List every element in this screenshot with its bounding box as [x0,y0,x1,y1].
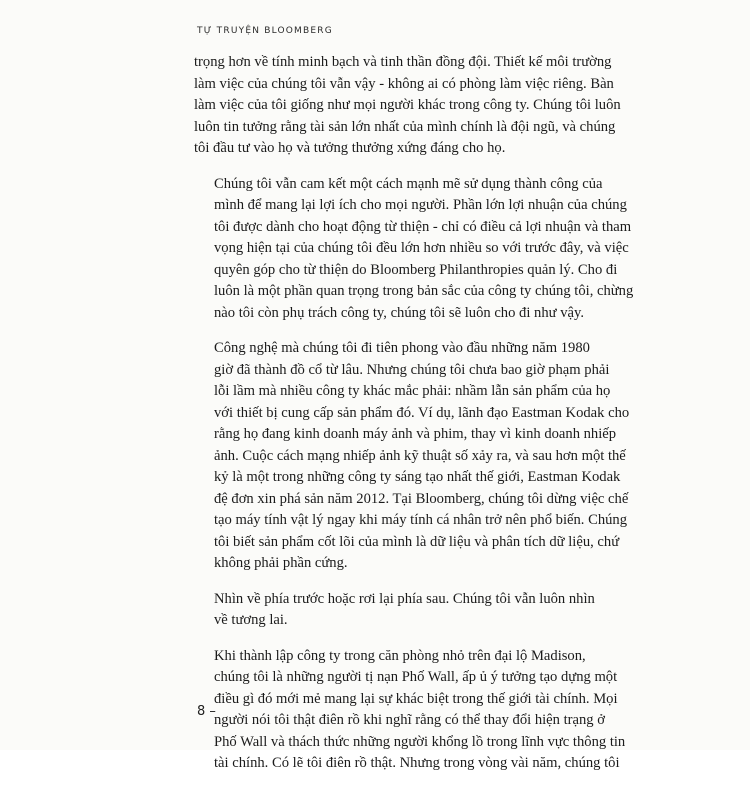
page-number: 8 – [197,704,216,719]
text-line: trọng hơn về tính minh bạch và tinh thần đồng đội. Thiết kế môi trường [194,54,612,70]
paragraph [194,589,595,632]
text-line: kỷ là một trong những công ty sáng tạo nhất thế giới, Eastman Kodak [214,469,621,485]
text-line: Công nghệ mà chúng tôi đi tiên phong vào đầu những năm 1980 [214,340,590,356]
text-line: rằng họ đang kinh doanh máy ảnh và phim, thay vì kinh doanh nhiếp [214,426,617,442]
text-line: tôi biết sản phẩm cốt lõi của mình là dữ liệu và phân tích dữ liệu, chứ [214,533,620,550]
text-line: đệ đơn xin phá sản năm 2012. Tại Bloomberg, chúng tôi dừng việc chế [214,490,629,507]
text-line: Khi thành lập công ty trong căn phòng nhỏ trên đại lộ Madison, [214,647,586,664]
text-line: lỗi lầm mà nhiều công ty khác mắc phải: nhầm lẫn sản phẩm của họ [214,383,611,399]
text-line: về tương lai. [214,612,288,628]
text-line: vọng hiện tại của chúng tôi đều lớn hơn nhiều so với trước đây, và việc [214,240,629,256]
paragraph [194,338,630,575]
text-line: không phải phần cứng. [214,555,348,571]
running-header: TỰ TRUYỆN BLOOMBERG [197,26,333,36]
text-line: chúng tôi là những người tị nạn Phố Wall, ấp ủ ý tưởng tạo dựng một [214,669,618,685]
text-line: mình để mang lại lợi ích cho mọi người. Phần lớn lợi nhuận của chúng [214,197,627,213]
text-line: làm việc của tôi giống như mọi người khác trong công ty. Chúng tôi luôn [194,97,621,113]
text-line: người nói tôi thật điên rồ khi nghĩ rằng có thể thay đổi hiện trạng ở [214,712,605,728]
text-line: ảnh. Cuộc cách mạng nhiếp ảnh kỹ thuật số xảy ra, và sau hơn một thế [214,447,626,464]
text-line: tài chính. Có lẽ tôi điên rồ thật. Nhưng trong vòng vài năm, chúng tôi [214,755,620,771]
text-line: Chúng tôi vẫn cam kết một cách mạnh mẽ sử dụng thành công của [214,175,603,192]
body-text [194,52,634,789]
text-line: giờ đã thành đồ cổ từ lâu. Nhưng chúng tôi chưa bao giờ phạm phải [214,361,610,378]
text-line: Nhìn về phía trước hoặc rơi lại phía sau. Chúng tôi vẫn luôn nhìn [214,590,595,607]
text-line: Phố Wall và thách thức những người khổng lồ trong lĩnh vực thông tin [214,733,626,750]
text-line: với thiết bị cung cấp sản phẩm đó. Ví dụ, lãnh đạo Eastman Kodak cho [214,404,630,421]
paragraph [194,174,634,325]
paragraph [194,646,626,775]
text-line: tôi đầu tư vào họ và tưởng thưởng xứng đáng cho họ. [194,140,506,156]
text-line: quyên góp cho từ thiện do Bloomberg Philanthropies quản lý. Cho đi [214,261,618,278]
paragraph [194,52,621,160]
text-line: luôn là một phần quan trọng trong bản sắc của công ty chúng tôi, chừng [214,283,634,299]
text-line: tạo máy tính vật lý ngay khi máy tính cá nhân trở nên phổ biến. Chúng [214,512,628,528]
text-line: điều gì đó mới mẻ mang lại sự khác biệt trong thế giới tài chính. Mọi [214,690,618,707]
text-line: tôi được dành cho hoạt động từ thiện - chỉ có điều cả lợi nhuận và tham [214,218,632,235]
text-line: làm việc của chúng tôi vẫn vậy - không ai có phòng làm việc riêng. Bàn [194,75,614,92]
text-line: luôn tin tưởng rằng tài sản lớn nhất của mình chính là đội ngũ, và chúng [194,118,616,135]
text-line: nào tôi còn phụ trách công ty, chúng tôi sẽ luôn cho đi như vậy. [214,304,584,321]
